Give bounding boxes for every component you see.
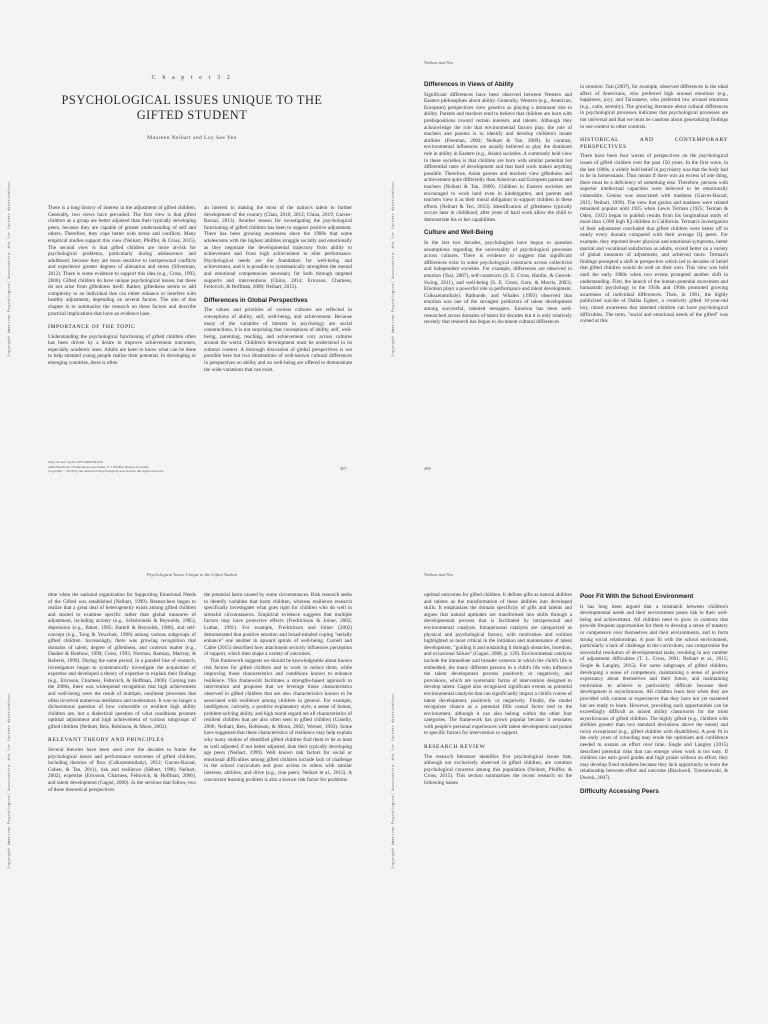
doi-link[interactable]: http://dx.doi.org/10.1037/0000038-032 — [48, 460, 103, 464]
column-left — [424, 592, 572, 1022]
paragraph: the potential harm caused by some circumstances. Risk research seeks to identify variables that harm children, whereas resilience research specifically investigates what goes right for children who do well in stressful circumstances. Empirical evidence suggests that multiple factors may have protective effects (Fredrickson & Joiner, 2002; Luthar, 1991). For example, Fredrickson and Joiner (2002) demonstrated that positive emotion and broad-minded coping "serially enhance" one another in upward spirals of well-being. Cornell and Cable (2015) described how attachment security influences perception of support, which then shape a variety of outcomes. — [204, 592, 352, 658]
copyright-line: Copyright © 2018 by the American Psychological Association. All rights reserved. — [48, 469, 164, 473]
section-heading: Poor Fit With the School Environment — [580, 593, 694, 600]
chapter-title: PSYCHOLOGICAL ISSUES UNIQUE TO THE GIFTED STUDENT — [61, 93, 323, 122]
page-498 — [384, 0, 768, 512]
paragraph: Several theories have been used over the decades to frame the psychological issues and performance outcomes of gifted children, including theories of flow (Csikszentmihalyi, 2012; Garces-Bacsal, Cohen, & Tan, 2011), risk and resilience (Hébert, 1996; Neihart, 2002), expertise (Ericsson, Charness, Feltovich, & Hoffman, 2006), and talent development (Gagné, 2000). In the sections that follow, two of these theoretical perspectives — [48, 747, 196, 793]
section-heading: RESEARCH REVIEW — [424, 744, 486, 751]
paragraph: The values and priorities of various cultures are reflected in conceptions of ability, self, well-being, and achievement. Because many of the variables of interest in psychology are social constructions, it is not surprising that conceptions of ability, self, well-being, parenting, teaching, and achievement vary across cultures around the world. Children's development must be understood in its cultural context. A thorough discussion of global perspectives is not possible here but two illustrations of well-known cultural differences in perspectives on ability and on well-being are offered to demonstrate the wide variations that can exist. — [204, 307, 352, 373]
page-497 — [0, 0, 384, 512]
paragraph: The research literature identifies five psychological issues that, although not exclusively observed in gifted children, are common psychological concerns among this population (Neihart, Pfeiffer, & Cross, 2015). This section summarizes the recent research on the following issues — [424, 753, 572, 787]
column-left — [424, 80, 572, 460]
chapter-authors: Maureen Neihart and Loy See Yeo — [147, 135, 237, 141]
running-head: Neihart and Yeo — [424, 572, 454, 577]
section-heading: Differences in Global Perspectives — [204, 296, 308, 304]
column-right — [204, 205, 352, 455]
paragraph: It has long been argued that a mismatch between children's developmental needs and their environment poses risk to their well-being and achievement. All children need to grow in contexts that provide frequent opportunities for them to develop a sense of mastery or competence over themselves and their environments, and to form strong social relationships. A poor fit with the school environment, particularly a lack of challenge in the curriculum, can compromise the successful resolution of developmental tasks, resulting in any number of adjustment difficulties (T. L. Cross, 2001; Neihart et al., 2015; Siegle & Langley, 2015). For some subgroups of gifted children, developing a sense of competence, maintaining a sense of positive expectancy about themselves and their future, and maintaining motivation to achieve is particularly difficult because their development is asynchronous. All children learn best when they are provided with content or experiences that they have not yet mastered but are ready to learn. However, providing such opportunities can be exceedingly difficult as mixed ability classrooms for the most asynchronous of gifted children. The highly gifted (e.g., children with abilities greater than two standard deviations above the mean) and twice exceptional (e.g., gifted children with disabilities). A poor fit in the early years of schooling may erode the optimism and confidence needed to sustain an effort over time. Siegle and Langley (2015) described potential risks that can emerge when work is too easy. If children can earn good grades and high praise without an effort, they may develop fixed mindsets because they lack opportunity to learn the relationship between effort and outcome (Blackwell, Trzesniewski, & Dweck, 2007). — [580, 603, 728, 782]
paragraph: optimal outcomes for gifted children. It defines gifts as natural abilities and talents as the transformation of these abilities into developed skills. It emphasizes the domain specificity of gifts and talents and argues that natural aptitudes are transformed into skills through a developmental process that is facilitated by intrapersonal and environmental catalysts. Intrapersonal catalysts are categorized as physical and psychological factors, with motivation and volition highlighted as most critical in the initiation and maintenance of talent development, "guiding it and sustaining it through obstacles, boredom, and occasional failure" (Gagné, 2000, p. 120). Environmental catalysts include the immediate and broader contexts in which the child's life is embedded, the many different persons in a child's life who influence the talent development process positively or negatively, and provisions, which are systematic forms of intervention designed to develop talent. Gagné also recognized significant events as potential environmental catalysts that can significantly impact a child's course of talent development, positively or negatively. Finally, the model recognizes chance as a potential fifth causal factor tied to the environment, although it can also belong within the other four categories. The framework has grown popular because it resonates with people's personal experiences with talent development and points to specific factors for intervention or support. — [424, 592, 572, 737]
copyright-side-note: Copyright American Psychological Association. Not for further distribution. — [392, 692, 396, 869]
chapter-label: C h a p t e r 3 2 — [151, 74, 233, 81]
section-heading: HISTORICAL AND CONTEMPORARY PERSPECTIVES — [580, 137, 728, 150]
page-number: 497 — [340, 466, 347, 471]
doi-footer — [48, 460, 228, 474]
column-left — [48, 205, 196, 455]
copyright-side-note: Copyright American Psychological Association. Not for further distribution. — [8, 180, 12, 357]
paragraph: This framework suggests we should be knowledgeable about known risk factors for gifted children and to work to reduce them, while improving those characteristics and conditions known to enhance resilience. This framework facilitates a strengths-based approach to intervention and proposes that we leverage those characteristics observed in gifted children that are also characteristics known to be associated with resilience among children in general. For example, intelligence, curiosity, a positive explanatory style, a sense of humor, problem-solving ability, and high moral regard are all characteristics of resilient children that are also often seen in gifted children (Conelly, 2006; Neihart, Reis, Robinson, & Moon, 2002; Werner, 1993). Some have suggested that these characteristics of resilience may help explain why many studies of identified gifted children find them to be at least as well adjusted, if not better adjusted, than their typically developing age peers (Neihart, 1999). Well known risk factors for social or emotional difficulties among gifted children include lack of challenge in the school curriculum and poor access to others with similar interests, abilities, and drive (e.g., true peers; Neihart et al., 2015). A concurrent learning problem is also a known risk factor for problems — [204, 657, 352, 783]
page-number: 498 — [424, 466, 431, 471]
paragraph: There have been four waves of perspectives on the psychological issues of gifted children over the past 150 years. In the first wave, in the late 1800s, a widely held belief in psychiatry was that the body had to be in homeostasis. Thus meant if there was an excess of one thing, there must be a deficiency of something else. Therefore, persons with superior intellectual capacities were believed to be emotionally vulnerable. Genius was associated with madness (Garces-Bacsal, 2015; Neihart, 1999). The view that genius and madness were related remained popular until 1925 when Lewis Terman (1925; Terman & Oden, 1935) began to publish results from his longitudinal study of more than 1,000 high IQ children in California. Terman's investigation of their adjustment concluded that gifted children were better off in nearly every domain compared with their average IQ peers. For example, they reported fewer physical and emotional symptoms, better marital and vocational satisfaction as adults, scored better on a variety of global measures of adjustment, and achieved more. Terman's findings prompted a shift in perspective which led to decades of belief that gifted children would do well on their own. This view was held until the early 1980s when two events prompted another shift in understanding. First, the launch of the human potential movement and humanistic psychology in the 1950s and 1960s promoted growing awareness of individual differences. Then, in 1981, the highly publicized suicide of Dallas Egbert, a creatively gifted 16-year-old boy, raised awareness that talented children can have psychological difficulties. The term, "social and emotional needs of the gifted" was coined at this — [580, 153, 728, 325]
section-heading: RELEVANT THEORY AND PRINCIPLES — [48, 737, 165, 744]
copyright-side-note: Copyright American Psychological Association. Not for further distribution. — [8, 692, 12, 869]
paragraph: In the last two decades, psychologists have begun to question assumptions regarding the universality of psychological processes across cultures. There is evidence to suggest that significant differences exist in some psychological constructs across collectivist and independent societies. For example, differences are observed in emotion (Tsai, 2007), self-constructs (S. E. Cross, Hardin, & Gercek-Swing, 2011), and well-being (S. E. Cross, Gore, & Morris, 2003). Emotion plays a powerful role in performance and talent development. Csikszentmihalyi, Rathunde, and Whalen (1993) observed that emotion was one of the strongest predictors of talent development among successful, talented teenagers. Emotion has been well-researched across domains of talent for decades but it is only relatively recently that research has begun to document cultural differences — [424, 240, 572, 326]
column-right — [580, 84, 728, 460]
page-499 — [0, 512, 384, 1024]
paragraph: There is a long history of interest in the adjustment of gifted children. Generally, two views have prevailed. The first view is that gifted children as a group are better adjusted than their typically developing peers, because they are capable of greater understanding of self and others. Therefore, they cope better with stress and conflicts. Many empirical studies support this view (Neihart, Pfeiffer, & Cross, 2015). The second view is that gifted children are more at-risk for psychological problems, particularly during adolescence and adulthood, because they are more sensitive to interpersonal conflicts and experience greater degrees of alienation and stress (Silverman, 2012). There is some evidence to support this idea (e.g., Cross, 1993, 2006). Gifted children do have unique psychological issues, but these do not arise from giftedness itself. Rather, giftedness seems to add complexity to an individual that can either enhance or interfere with healthy adjustment, depending on several factors. The aim of this chapter is to summarize the research on these factors and describe practical implications that have an evidence base. — [48, 205, 196, 317]
paragraph: Understanding the psychological functioning of gifted children often has been driven by a desire to improve achievement outcomes, especially academic ones. Adults are keen to know what can be done to help talented young people realize their potential. In developing or emerging countries, there is often — [48, 333, 196, 367]
section-heading: IMPORTANCE OF THE TOPIC — [48, 324, 136, 331]
handbook-citation: APA Handbook of Giftedness and Talent, S. I. Pfeiffer (Editor-in-Chief) — [48, 464, 149, 469]
paragraph: in emotion. Tsai (2007), for example, observed differences in the ideal affect of Americans, who preferred high arousal emotions (e.g., happiness, joy), and Taiwanese, who preferred low arousal emotions (e.g., calm, serenity). The growing literature about cultural differences in psychological processes indicates that psychological processes are not universal and that we must be cautious about generalizing findings in one context to other contexts. — [580, 84, 728, 130]
running-head: Neihart and Yeo — [424, 60, 454, 65]
page-500 — [384, 512, 768, 1024]
column-right — [204, 592, 352, 1022]
section-heading: Culture and Well-Being — [424, 229, 494, 237]
column-right — [580, 592, 728, 1022]
copyright-side-note: Copyright American Psychological Association. Not for further distribution. — [392, 180, 396, 357]
paragraph: an interest in making the most of the nation's talent to further development of the country (Chan, 2010, 2012; China, 2019; Garces-Bacsal, 2013). Another reason for investigating the psychological functioning of gifted children has been to support positive adjustment. There has been growing awareness since the 1980s that some adolescents with the highest abilities struggle socially and emotionally as they negotiate the developmental trajectory from ability to achievement and from high achievement to elite performance. Psychological needs are the foundation for well-being and achievement, and it is possible to systematically strengthen the mental and emotional competencies necessary for both through targeted supports and interventions (China, 2014; Ericsson, Charness, Feltovich, & Hoffman, 2006; Neihart, 2015). — [204, 205, 352, 291]
column-left — [48, 592, 196, 1022]
running-head: Psychological Issues Unique to the Gifted Student — [146, 572, 238, 577]
paragraph: time when the national organization for Supporting Emotional Needs of the Gifted was established (Neihart, 1999). Researchers began to realize that a great deal of heterogeneity exists among gifted children and started to examine specific rather than global measures of adjustment, including anxiety (e.g., Scholwinski & Reynolds, 1985), depression (e.g., Baker, 1995; Bartell & Reynolds, 1986), and self-concept (e.g., Tong & Yewchuk, 1996) among various subgroups of gifted children. Increasingly, there was growing recognition that domains of talent, degree of giftedness, and contexts matter (e.g., Dauber & Benbow, 1990; Cross, 1993; Norman, Ramsay, Martray, & Roberts, 1999). During the same period, in a parallel line of research, investigators began to systematically investigate the acquisition of expertise and developed a theory of expertise to explain their findings (e.g., Ericsson, Charness, Feltovich, & Hoffman, 2006). Coming into the 2000s, there was widespread recognition that high achievement and well-being were the result of multiple, nonlinear processes that often involved numerous mediators and moderators. It was no longer a dichotomous question of how vulnerable or resilient high ability children are, but a dialectical question of what conditions promote optimal adjustment and high achievement of various subgroups of gifted children (Neihart, Reis, Robinson, & Moon, 2002). — [48, 592, 196, 730]
section-heading: Differences in Views of Ability — [424, 81, 514, 88]
paragraph: Significant differences have been observed between Western and Eastern philosophies about ability. Generally, Western (e.g., American, European) perspectives view genetics as playing a dominant role in ability. Parents and teachers tend to believe that children are born with predispositions toward certain interests and talents. Although they acknowledge the role that environmental factors play, the role of teachers and parents is to identify and develop children's innate abilities (Freeman, 2004; Neihart & Tan, 2009). In contrast, environmental influences are usually believed to play the dominant role in ability in Eastern (e.g., Asian) societies. A commonly held view in these societies is that children are born with similar potential but differential rates of development and that hard work makes anything possible. Therefore, Asian parents and teachers view giftedness and achievement quite differently than American and European parents and teachers (Neihart & Tan, 2009). Children in Eastern societies are encouraged to work hard even in kindergarten, and parents and teachers view it as their moral obligation to support children in these efforts (Neihart & Teo, 2013). Identification of giftedness typically occurs later in childhood, after years of hard work allow the child to demonstrate his or her capabilities. — [424, 91, 572, 223]
section-heading: Difficulty Accessing Peers — [580, 787, 659, 795]
